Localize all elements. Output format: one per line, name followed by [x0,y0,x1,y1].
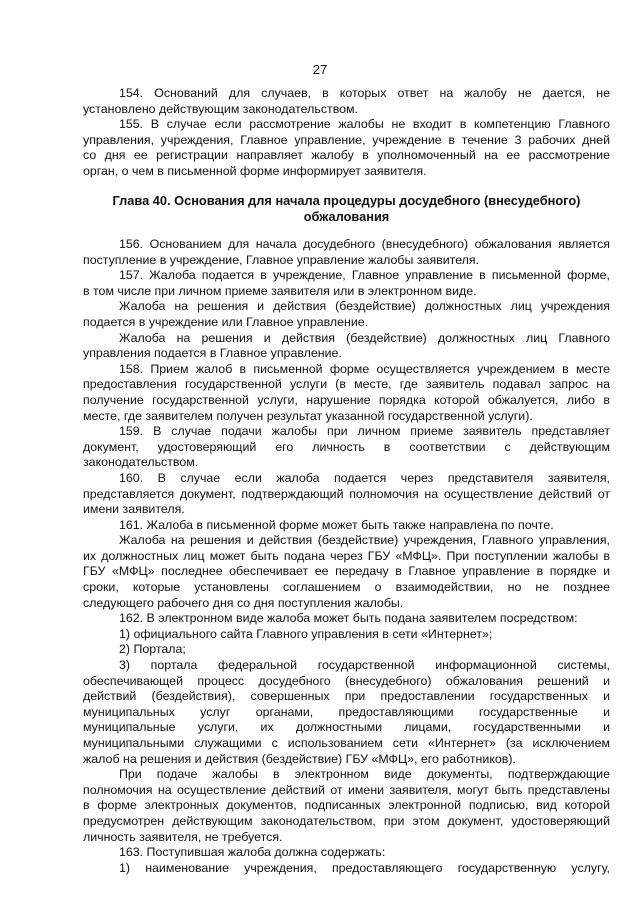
text-line: предоставления государственной услуги (в месте, где заявитель подавал запрос на [83,377,610,392]
chapter-heading-line-2: обжалования [303,209,390,224]
text-line: 154. Оснований для случаев, в которых ответ на жалобу не дается, не [119,86,610,100]
page-number: 27 [312,62,328,77]
text-line: представляется документ, подтверждающий полномочия на осуществление действий от [83,486,610,501]
text-line: действий (бездействия), совершенных при предоставлении государственных и [83,689,610,704]
text-line: 161. Жалоба в письменной форме может быть также направлена по почте. [119,517,554,532]
text-line: следующего рабочего дня со дня поступления жалобы. [83,595,404,610]
text-line: обеспечивающей процесс досудебного (внесудебного) обжалования решений и [83,673,610,688]
text-line: 156. Основанием для начала досудебного (внесудебного) обжалования является [119,237,610,251]
text-line: управления, учреждения, Главное управление, учреждение в течение 3 рабочих дней [83,132,610,147]
text-line: Жалоба на решения и действия (бездействие) должностных лиц Главного [119,330,610,345]
text-line: муниципальные услуги, их должностными лицами, государственными и [83,720,610,735]
text-line: получение государственной услуги, нарушение порядка которой обжалуется, либо в [83,392,610,407]
text-line: документ, удостоверяющий его личность в соответствии с действующим [83,439,610,454]
text-line: муниципальных услуг органами, предоставляющими государственные и [83,704,610,719]
text-line: личность заявителя, не требуется. [83,829,283,844]
text-line: полномочия на осуществление действий от имени заявителя, могут быть представлены [83,782,610,797]
text-line: 155. В случае если рассмотрение жалобы не входит в компетенцию Главного [119,117,610,132]
text-line: со дня ее регистрации направляет жалобу в уполномоченный на ее рассмотрение [83,148,610,163]
text-line: Жалоба на решения и действия (бездействие) должностных лиц учреждения [119,299,610,314]
intro-paragraphs [83,86,610,180]
text-line: 162. В электронном виде жалоба может быть подана заявителем посредством: [119,611,578,626]
text-line: законодательством. [83,455,199,470]
text-line: предусмотрен действующим законодательством, при этом документ, удостоверяющий [83,813,610,828]
text-line: подается в учреждение или Главное управление. [83,314,369,329]
text-line: установлено действующим законодательством. [83,101,358,116]
chapter-heading-line-1: Глава 40. Основания для начала процедуры досудебного (внесудебного) [112,193,581,208]
text-line: муниципальными служащими с использованием сети «Интернет» (за исключением [83,736,610,750]
text-line: ГБУ «МФЦ» последнее обеспечивает ее передачу в Главное управление в порядке и [83,564,610,579]
text-line: поступление в учреждение, Главное управление жалобы заявителя. [83,252,480,267]
text-line: 2) Портала; [119,642,186,657]
text-line: 158. Прием жалоб в письменной форме осуществляется учреждением в месте [119,361,610,376]
text-line: 160. В случае если жалоба подается через представителя заявителя, [119,470,610,485]
text-line: 1) наименование учреждения, предоставляющего государственную услугу, [119,860,610,875]
text-line: имени заявителя. [83,502,185,517]
text-line: в том числе при личном приеме заявителя или в электронном виде. [83,283,477,298]
text-line: При подаче жалобы в электронном виде документы, подтверждающие [119,767,610,782]
text-line: 159. В случае подачи жалобы при личном приеме заявитель представляет [119,424,610,439]
chapter-heading [83,193,610,225]
text-line: 157. Жалоба подается в учреждение, Главное управление в письменной форме, [119,268,610,283]
text-line: Жалоба на решения и действия (бездействие) учреждения, Главного управления, [119,533,610,548]
text-line: сроки, которые установлены соглашением о взаимодействии, но не позднее [83,580,610,595]
text-line: их должностных лиц может быть подана через ГБУ «МФЦ». При поступлении жалобы в [83,548,610,563]
text-line: месте, где заявителем получен результат указанной государственной услуги). [83,408,533,423]
text-line: жалоб на решения и действия (бездействие) ГБУ «МФЦ», его работников). [83,751,516,766]
text-line: 163. Поступившая жалоба должна содержать: [119,845,386,860]
text-line: управления подается в Главное управление. [83,346,342,361]
body-paragraphs [83,237,610,876]
text-line: 1) официального сайта Главного управления в сети «Интернет»; [119,626,493,641]
text-line: 3) портала федеральной государственной информационной системы, [119,658,610,673]
text-line: орган, о чем в письменной форме информирует заявителя. [83,163,427,178]
text-line: в форме электронных документов, подписанных электронной подписью, вид которой [83,798,610,813]
